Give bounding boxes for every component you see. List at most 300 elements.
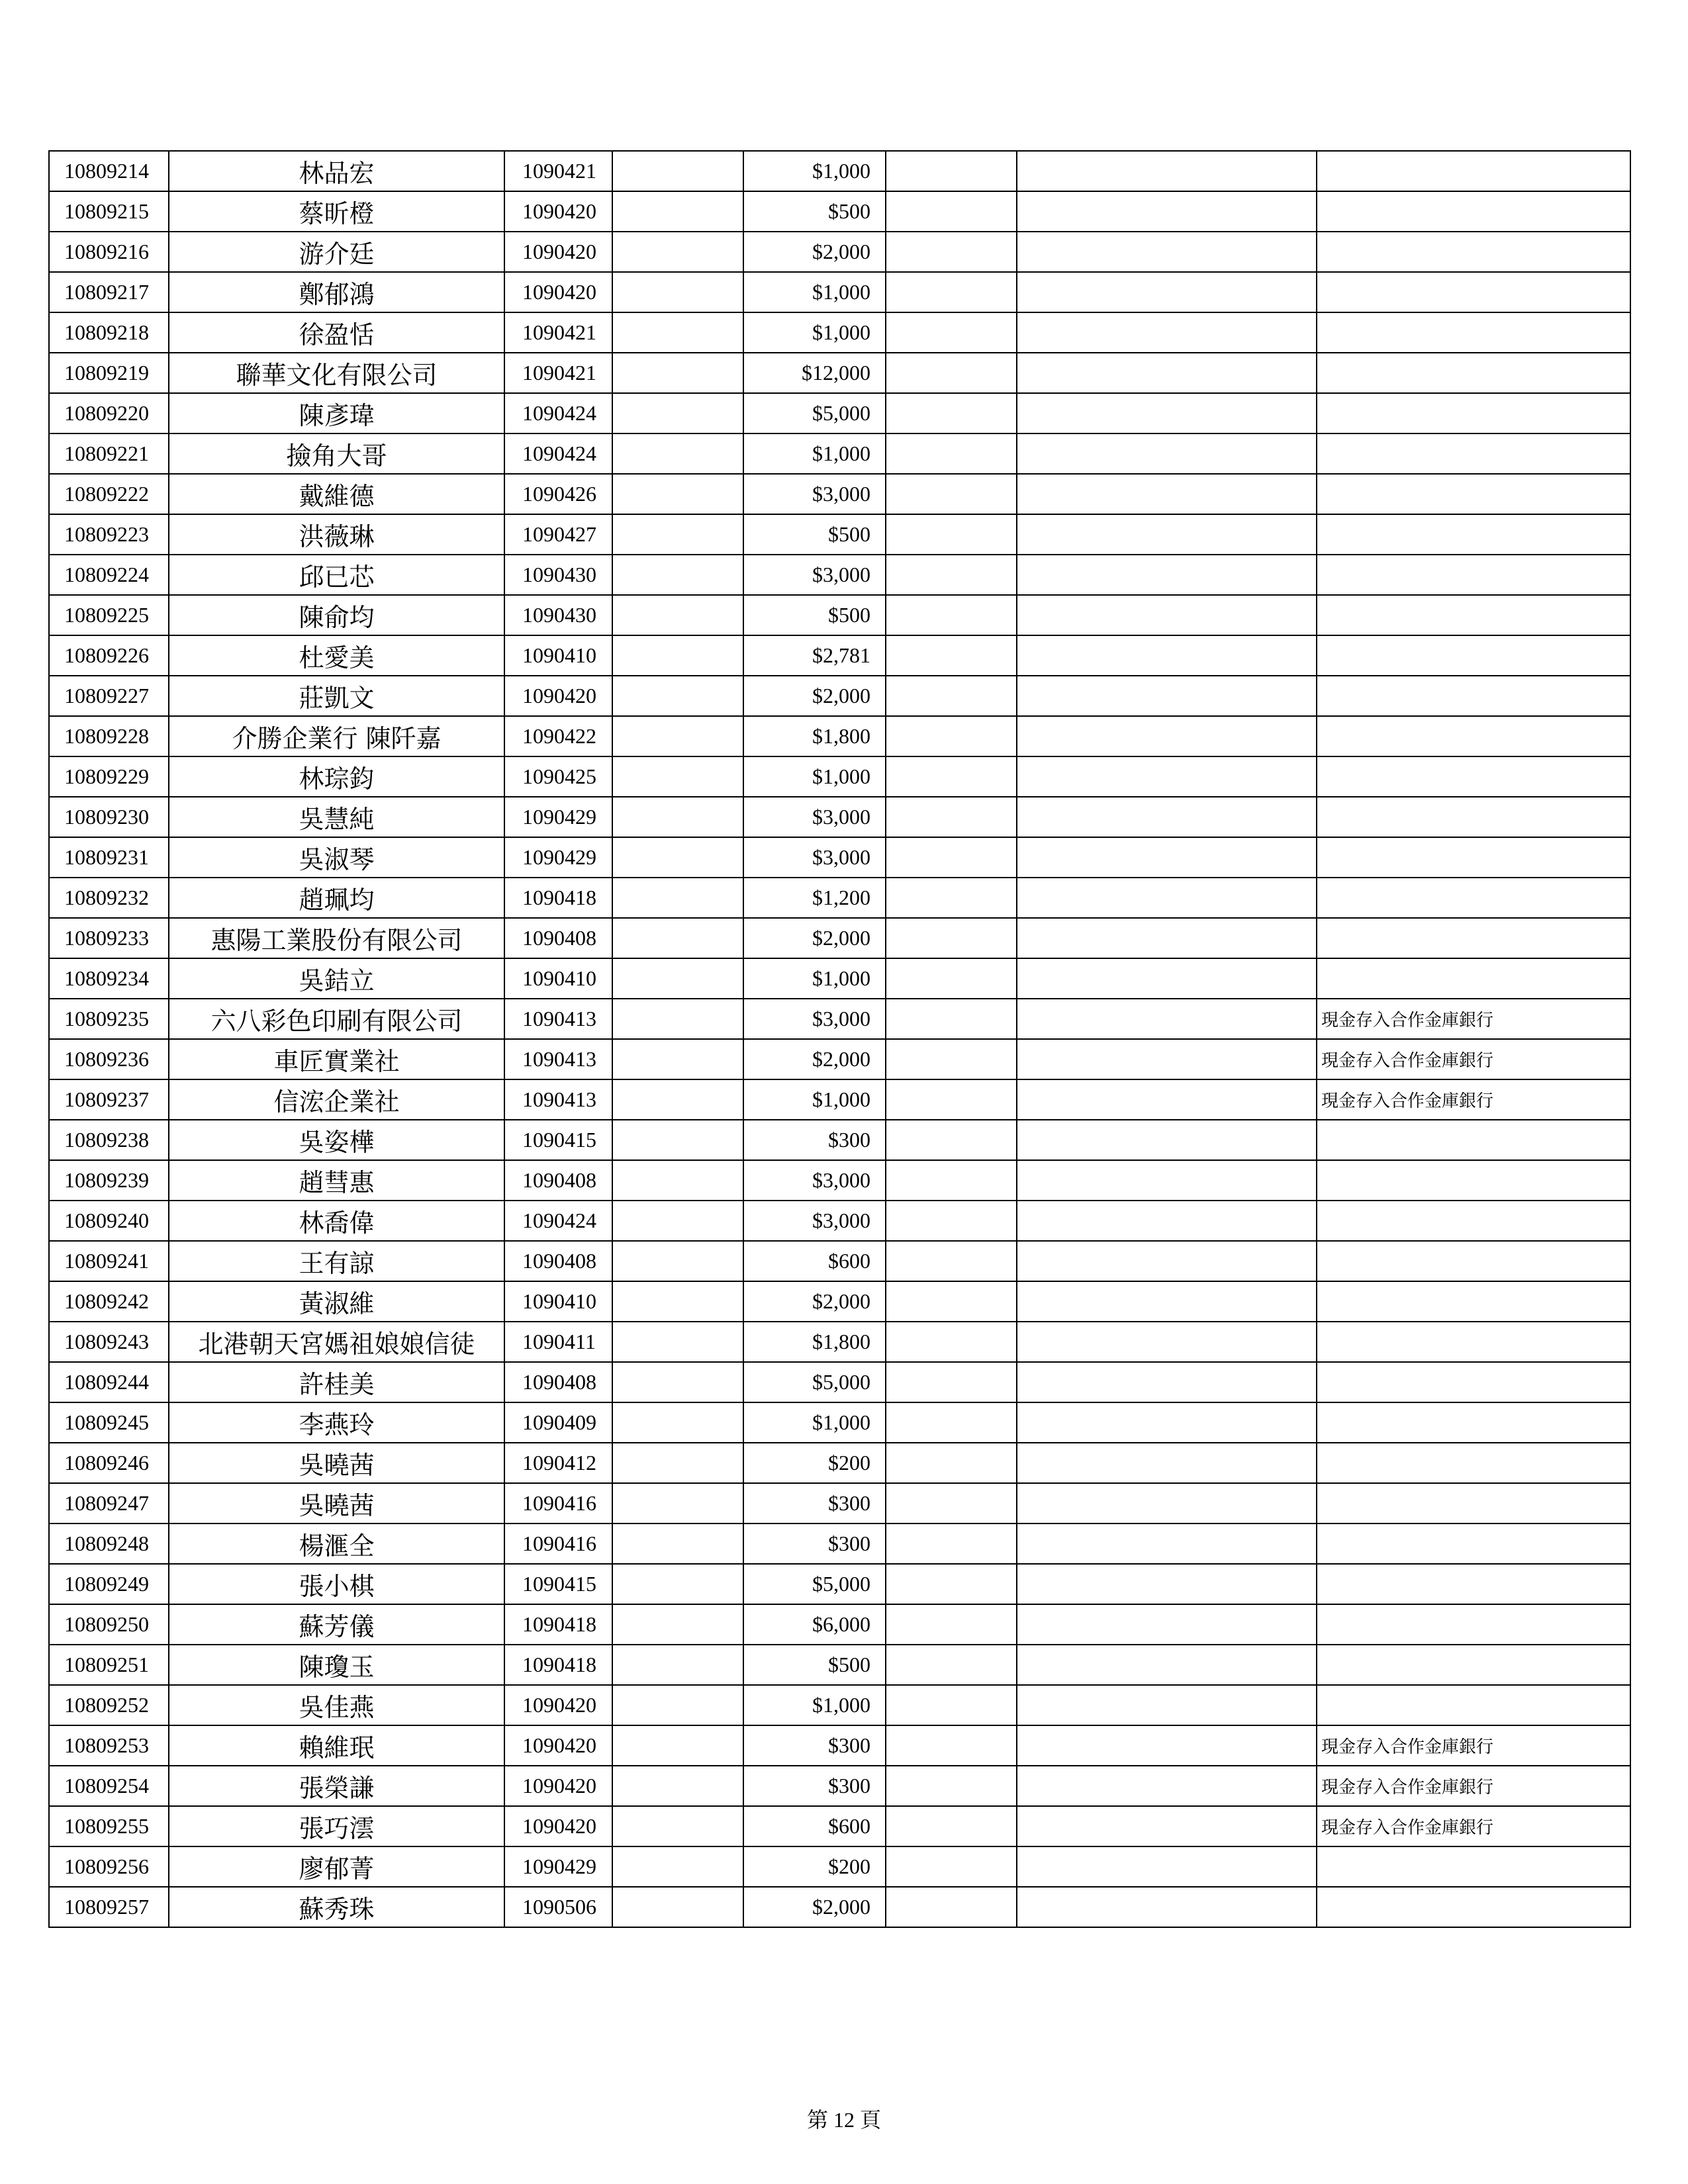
note-cell — [1317, 1443, 1630, 1483]
empty-cell — [886, 878, 1017, 918]
amount-cell: $1,000 — [743, 958, 886, 999]
table-row — [49, 595, 1630, 635]
donor-name-cell: 車匠實業社 — [169, 1039, 504, 1079]
donor-name-cell: 張巧澐 — [169, 1806, 504, 1846]
table-row — [49, 1362, 1630, 1402]
receipt-number-cell: 10809229 — [49, 756, 169, 797]
table-row — [49, 918, 1630, 958]
empty-cell — [886, 1766, 1017, 1806]
donation-date-cell: 1090424 — [504, 1201, 612, 1241]
amount-cell: $300 — [743, 1725, 886, 1766]
donation-date-cell: 1090408 — [504, 1362, 612, 1402]
note-cell — [1317, 1887, 1630, 1927]
empty-cell — [1017, 272, 1317, 312]
donor-name-cell: 李燕玲 — [169, 1402, 504, 1443]
receipt-number-cell: 10809222 — [49, 474, 169, 514]
note-cell — [1317, 474, 1630, 514]
donor-name-cell: 許桂美 — [169, 1362, 504, 1402]
receipt-number-cell: 10809251 — [49, 1645, 169, 1685]
note-cell — [1317, 393, 1630, 433]
empty-cell — [612, 1281, 743, 1322]
donation-date-cell: 1090409 — [504, 1402, 612, 1443]
note-cell — [1317, 1645, 1630, 1685]
amount-cell: $1,000 — [743, 1402, 886, 1443]
donation-date-cell: 1090420 — [504, 1685, 612, 1725]
amount-cell: $300 — [743, 1120, 886, 1160]
donor-name-cell: 陳俞均 — [169, 595, 504, 635]
table-row — [49, 1846, 1630, 1887]
empty-cell — [886, 918, 1017, 958]
donor-name-cell: 林琮鈞 — [169, 756, 504, 797]
empty-cell — [1017, 1604, 1317, 1645]
table-row — [49, 272, 1630, 312]
table-row — [49, 1322, 1630, 1362]
table-row — [49, 635, 1630, 676]
amount-cell: $1,800 — [743, 716, 886, 756]
empty-cell — [612, 555, 743, 595]
note-cell — [1317, 1483, 1630, 1524]
receipt-number-cell: 10809215 — [49, 191, 169, 232]
amount-cell: $1,000 — [743, 272, 886, 312]
empty-cell — [886, 312, 1017, 353]
donor-name-cell: 林喬偉 — [169, 1201, 504, 1241]
note-cell — [1317, 555, 1630, 595]
amount-cell: $300 — [743, 1524, 886, 1564]
empty-cell — [1017, 1524, 1317, 1564]
amount-cell: $2,000 — [743, 1281, 886, 1322]
empty-cell — [886, 797, 1017, 837]
empty-cell — [612, 1241, 743, 1281]
receipt-number-cell: 10809256 — [49, 1846, 169, 1887]
table-row — [49, 1281, 1630, 1322]
donation-date-cell: 1090411 — [504, 1322, 612, 1362]
note-cell — [1317, 756, 1630, 797]
receipt-number-cell: 10809237 — [49, 1079, 169, 1120]
donation-date-cell: 1090410 — [504, 635, 612, 676]
table-row — [49, 716, 1630, 756]
table-row — [49, 756, 1630, 797]
empty-cell — [886, 1160, 1017, 1201]
donor-name-cell: 趙珮均 — [169, 878, 504, 918]
donation-date-cell: 1090410 — [504, 1281, 612, 1322]
donor-name-cell: 六八彩色印刷有限公司 — [169, 999, 504, 1039]
donation-date-cell: 1090424 — [504, 393, 612, 433]
table-row — [49, 353, 1630, 393]
amount-cell: $2,000 — [743, 1039, 886, 1079]
empty-cell — [886, 1564, 1017, 1604]
amount-cell: $2,000 — [743, 676, 886, 716]
empty-cell — [612, 797, 743, 837]
donation-date-cell: 1090426 — [504, 474, 612, 514]
receipt-number-cell: 10809224 — [49, 555, 169, 595]
receipt-number-cell: 10809247 — [49, 1483, 169, 1524]
empty-cell — [886, 191, 1017, 232]
donation-date-cell: 1090506 — [504, 1887, 612, 1927]
note-cell: 現金存入合作金庫銀行 — [1317, 1039, 1630, 1079]
receipt-number-cell: 10809234 — [49, 958, 169, 999]
empty-cell — [612, 1079, 743, 1120]
receipt-number-cell: 10809240 — [49, 1201, 169, 1241]
note-cell — [1317, 272, 1630, 312]
table-row — [49, 1645, 1630, 1685]
empty-cell — [612, 1685, 743, 1725]
donor-name-cell: 蔡昕橙 — [169, 191, 504, 232]
empty-cell — [1017, 433, 1317, 474]
empty-cell — [612, 676, 743, 716]
receipt-number-cell: 10809216 — [49, 232, 169, 272]
table-row — [49, 1241, 1630, 1281]
empty-cell — [612, 716, 743, 756]
empty-cell — [886, 958, 1017, 999]
donor-name-cell: 吳姿樺 — [169, 1120, 504, 1160]
empty-cell — [1017, 514, 1317, 555]
donor-name-cell: 蘇芳儀 — [169, 1604, 504, 1645]
note-cell — [1317, 797, 1630, 837]
empty-cell — [1017, 1443, 1317, 1483]
note-cell: 現金存入合作金庫銀行 — [1317, 1079, 1630, 1120]
donor-name-cell: 吳銡立 — [169, 958, 504, 999]
note-cell — [1317, 595, 1630, 635]
amount-cell: $3,000 — [743, 1201, 886, 1241]
donation-date-cell: 1090421 — [504, 312, 612, 353]
empty-cell — [612, 1806, 743, 1846]
empty-cell — [612, 353, 743, 393]
amount-cell: $3,000 — [743, 797, 886, 837]
donor-name-cell: 吳曉茜 — [169, 1443, 504, 1483]
empty-cell — [612, 756, 743, 797]
note-cell — [1317, 151, 1630, 191]
note-cell — [1317, 918, 1630, 958]
note-cell — [1317, 1524, 1630, 1564]
empty-cell — [612, 1564, 743, 1604]
empty-cell — [886, 635, 1017, 676]
donation-date-cell: 1090427 — [504, 514, 612, 555]
note-cell — [1317, 676, 1630, 716]
empty-cell — [1017, 1079, 1317, 1120]
empty-cell — [886, 353, 1017, 393]
table-row — [49, 999, 1630, 1039]
table-row — [49, 1685, 1630, 1725]
empty-cell — [1017, 555, 1317, 595]
note-cell — [1317, 514, 1630, 555]
table-row — [49, 312, 1630, 353]
donor-name-cell: 黃淑維 — [169, 1281, 504, 1322]
donation-date-cell: 1090413 — [504, 1079, 612, 1120]
empty-cell — [1017, 1685, 1317, 1725]
empty-cell — [612, 999, 743, 1039]
table-row — [49, 151, 1630, 191]
empty-cell — [1017, 1725, 1317, 1766]
amount-cell: $1,000 — [743, 1079, 886, 1120]
empty-cell — [612, 151, 743, 191]
empty-cell — [886, 1524, 1017, 1564]
empty-cell — [886, 1443, 1017, 1483]
table-row — [49, 474, 1630, 514]
empty-cell — [612, 474, 743, 514]
note-cell — [1317, 635, 1630, 676]
donor-name-cell: 莊凱文 — [169, 676, 504, 716]
amount-cell: $5,000 — [743, 1564, 886, 1604]
empty-cell — [1017, 232, 1317, 272]
empty-cell — [612, 878, 743, 918]
empty-cell — [1017, 716, 1317, 756]
donor-name-cell: 吳淑琴 — [169, 837, 504, 878]
amount-cell: $300 — [743, 1483, 886, 1524]
amount-cell: $500 — [743, 191, 886, 232]
note-cell — [1317, 878, 1630, 918]
empty-cell — [886, 1120, 1017, 1160]
empty-cell — [1017, 1039, 1317, 1079]
note-cell — [1317, 1685, 1630, 1725]
table-row — [49, 1766, 1630, 1806]
donation-date-cell: 1090424 — [504, 433, 612, 474]
receipt-number-cell: 10809257 — [49, 1887, 169, 1927]
table-row — [49, 1725, 1630, 1766]
donor-name-cell: 楊滙全 — [169, 1524, 504, 1564]
donation-date-cell: 1090408 — [504, 1160, 612, 1201]
empty-cell — [1017, 1362, 1317, 1402]
note-cell — [1317, 191, 1630, 232]
empty-cell — [886, 1402, 1017, 1443]
empty-cell — [886, 1846, 1017, 1887]
empty-cell — [886, 1362, 1017, 1402]
empty-cell — [1017, 676, 1317, 716]
donor-name-cell: 戴維德 — [169, 474, 504, 514]
receipt-number-cell: 10809221 — [49, 433, 169, 474]
donor-name-cell: 吳佳燕 — [169, 1685, 504, 1725]
receipt-number-cell: 10809219 — [49, 353, 169, 393]
donation-ledger-table — [48, 150, 1631, 1928]
empty-cell — [1017, 756, 1317, 797]
donation-date-cell: 1090429 — [504, 837, 612, 878]
donation-date-cell: 1090413 — [504, 999, 612, 1039]
amount-cell: $1,000 — [743, 1685, 886, 1725]
note-cell — [1317, 1120, 1630, 1160]
empty-cell — [1017, 191, 1317, 232]
amount-cell: $1,200 — [743, 878, 886, 918]
donor-name-cell: 廖郁菁 — [169, 1846, 504, 1887]
donation-date-cell: 1090415 — [504, 1120, 612, 1160]
receipt-number-cell: 10809228 — [49, 716, 169, 756]
empty-cell — [612, 1362, 743, 1402]
empty-cell — [612, 1039, 743, 1079]
empty-cell — [886, 716, 1017, 756]
table-row — [49, 958, 1630, 999]
empty-cell — [886, 514, 1017, 555]
donor-name-cell: 徐盈恬 — [169, 312, 504, 353]
empty-cell — [612, 837, 743, 878]
empty-cell — [886, 555, 1017, 595]
empty-cell — [886, 232, 1017, 272]
amount-cell: $3,000 — [743, 837, 886, 878]
empty-cell — [1017, 1120, 1317, 1160]
empty-cell — [1017, 1241, 1317, 1281]
donor-name-cell: 洪薇琳 — [169, 514, 504, 555]
empty-cell — [886, 272, 1017, 312]
receipt-number-cell: 10809246 — [49, 1443, 169, 1483]
empty-cell — [612, 1846, 743, 1887]
empty-cell — [1017, 151, 1317, 191]
amount-cell: $1,800 — [743, 1322, 886, 1362]
empty-cell — [1017, 635, 1317, 676]
empty-cell — [886, 1887, 1017, 1927]
receipt-number-cell: 10809218 — [49, 312, 169, 353]
empty-cell — [886, 1322, 1017, 1362]
donor-name-cell: 張榮謙 — [169, 1766, 504, 1806]
donation-date-cell: 1090420 — [504, 1806, 612, 1846]
note-cell — [1317, 716, 1630, 756]
donation-date-cell: 1090408 — [504, 1241, 612, 1281]
amount-cell: $1,000 — [743, 312, 886, 353]
note-cell: 現金存入合作金庫銀行 — [1317, 1725, 1630, 1766]
amount-cell: $5,000 — [743, 393, 886, 433]
empty-cell — [886, 474, 1017, 514]
amount-cell: $2,000 — [743, 918, 886, 958]
receipt-number-cell: 10809235 — [49, 999, 169, 1039]
note-cell — [1317, 1322, 1630, 1362]
empty-cell — [1017, 353, 1317, 393]
donation-date-cell: 1090422 — [504, 716, 612, 756]
receipt-number-cell: 10809238 — [49, 1120, 169, 1160]
receipt-number-cell: 10809241 — [49, 1241, 169, 1281]
receipt-number-cell: 10809245 — [49, 1402, 169, 1443]
empty-cell — [1017, 1281, 1317, 1322]
empty-cell — [1017, 1402, 1317, 1443]
empty-cell — [612, 433, 743, 474]
empty-cell — [612, 1524, 743, 1564]
donor-name-cell: 北港朝天宮媽祖娘娘信徒 — [169, 1322, 504, 1362]
empty-cell — [1017, 1201, 1317, 1241]
donation-date-cell: 1090420 — [504, 191, 612, 232]
receipt-number-cell: 10809253 — [49, 1725, 169, 1766]
note-cell — [1317, 1846, 1630, 1887]
donation-date-cell: 1090420 — [504, 676, 612, 716]
empty-cell — [886, 1281, 1017, 1322]
receipt-number-cell: 10809227 — [49, 676, 169, 716]
empty-cell — [1017, 797, 1317, 837]
empty-cell — [886, 1079, 1017, 1120]
receipt-number-cell: 10809243 — [49, 1322, 169, 1362]
table-row — [49, 1604, 1630, 1645]
empty-cell — [612, 1443, 743, 1483]
empty-cell — [1017, 1887, 1317, 1927]
receipt-number-cell: 10809236 — [49, 1039, 169, 1079]
empty-cell — [1017, 1322, 1317, 1362]
empty-cell — [612, 635, 743, 676]
empty-cell — [1017, 837, 1317, 878]
table-row — [49, 514, 1630, 555]
donation-date-cell: 1090429 — [504, 797, 612, 837]
empty-cell — [612, 1120, 743, 1160]
empty-cell — [1017, 1846, 1317, 1887]
receipt-number-cell: 10809249 — [49, 1564, 169, 1604]
table-row — [49, 676, 1630, 716]
receipt-number-cell: 10809223 — [49, 514, 169, 555]
amount-cell: $300 — [743, 1766, 886, 1806]
empty-cell — [886, 676, 1017, 716]
donation-date-cell: 1090418 — [504, 878, 612, 918]
donation-date-cell: 1090410 — [504, 958, 612, 999]
empty-cell — [612, 1322, 743, 1362]
table-row — [49, 1039, 1630, 1079]
empty-cell — [612, 1201, 743, 1241]
table-row — [49, 191, 1630, 232]
empty-cell — [612, 918, 743, 958]
empty-cell — [886, 1725, 1017, 1766]
empty-cell — [886, 433, 1017, 474]
empty-cell — [886, 1039, 1017, 1079]
empty-cell — [1017, 1766, 1317, 1806]
table-row — [49, 1201, 1630, 1241]
empty-cell — [612, 1725, 743, 1766]
table-row — [49, 1524, 1630, 1564]
note-cell — [1317, 1362, 1630, 1402]
receipt-number-cell: 10809214 — [49, 151, 169, 191]
table-row — [49, 1402, 1630, 1443]
note-cell — [1317, 1241, 1630, 1281]
note-cell — [1317, 958, 1630, 999]
receipt-number-cell: 10809252 — [49, 1685, 169, 1725]
table-row — [49, 1079, 1630, 1120]
empty-cell — [612, 1887, 743, 1927]
empty-cell — [612, 958, 743, 999]
note-cell — [1317, 1281, 1630, 1322]
amount-cell: $500 — [743, 1645, 886, 1685]
donation-date-cell: 1090420 — [504, 1725, 612, 1766]
table-row — [49, 878, 1630, 918]
amount-cell: $3,000 — [743, 555, 886, 595]
table-row — [49, 837, 1630, 878]
empty-cell — [1017, 1645, 1317, 1685]
empty-cell — [612, 1604, 743, 1645]
donation-date-cell: 1090418 — [504, 1604, 612, 1645]
receipt-number-cell: 10809231 — [49, 837, 169, 878]
empty-cell — [886, 1806, 1017, 1846]
donation-date-cell: 1090420 — [504, 232, 612, 272]
amount-cell: $12,000 — [743, 353, 886, 393]
note-cell — [1317, 312, 1630, 353]
donation-date-cell: 1090416 — [504, 1483, 612, 1524]
table-row — [49, 1806, 1630, 1846]
donor-name-cell: 王有諒 — [169, 1241, 504, 1281]
amount-cell: $600 — [743, 1806, 886, 1846]
donor-name-cell: 陳瓊玉 — [169, 1645, 504, 1685]
donation-date-cell: 1090416 — [504, 1524, 612, 1564]
donation-date-cell: 1090420 — [504, 272, 612, 312]
table-row — [49, 433, 1630, 474]
amount-cell: $500 — [743, 595, 886, 635]
empty-cell — [886, 595, 1017, 635]
empty-cell — [1017, 999, 1317, 1039]
receipt-number-cell: 10809226 — [49, 635, 169, 676]
empty-cell — [886, 151, 1017, 191]
donation-date-cell: 1090430 — [504, 595, 612, 635]
donor-name-cell: 林品宏 — [169, 151, 504, 191]
amount-cell: $200 — [743, 1443, 886, 1483]
empty-cell — [1017, 312, 1317, 353]
empty-cell — [612, 1402, 743, 1443]
table-row — [49, 1160, 1630, 1201]
empty-cell — [612, 1483, 743, 1524]
receipt-number-cell: 10809225 — [49, 595, 169, 635]
table-row — [49, 1564, 1630, 1604]
donation-date-cell: 1090430 — [504, 555, 612, 595]
amount-cell: $3,000 — [743, 1160, 886, 1201]
ledger-body — [49, 151, 1630, 1927]
empty-cell — [886, 393, 1017, 433]
empty-cell — [1017, 918, 1317, 958]
note-cell: 現金存入合作金庫銀行 — [1317, 999, 1630, 1039]
